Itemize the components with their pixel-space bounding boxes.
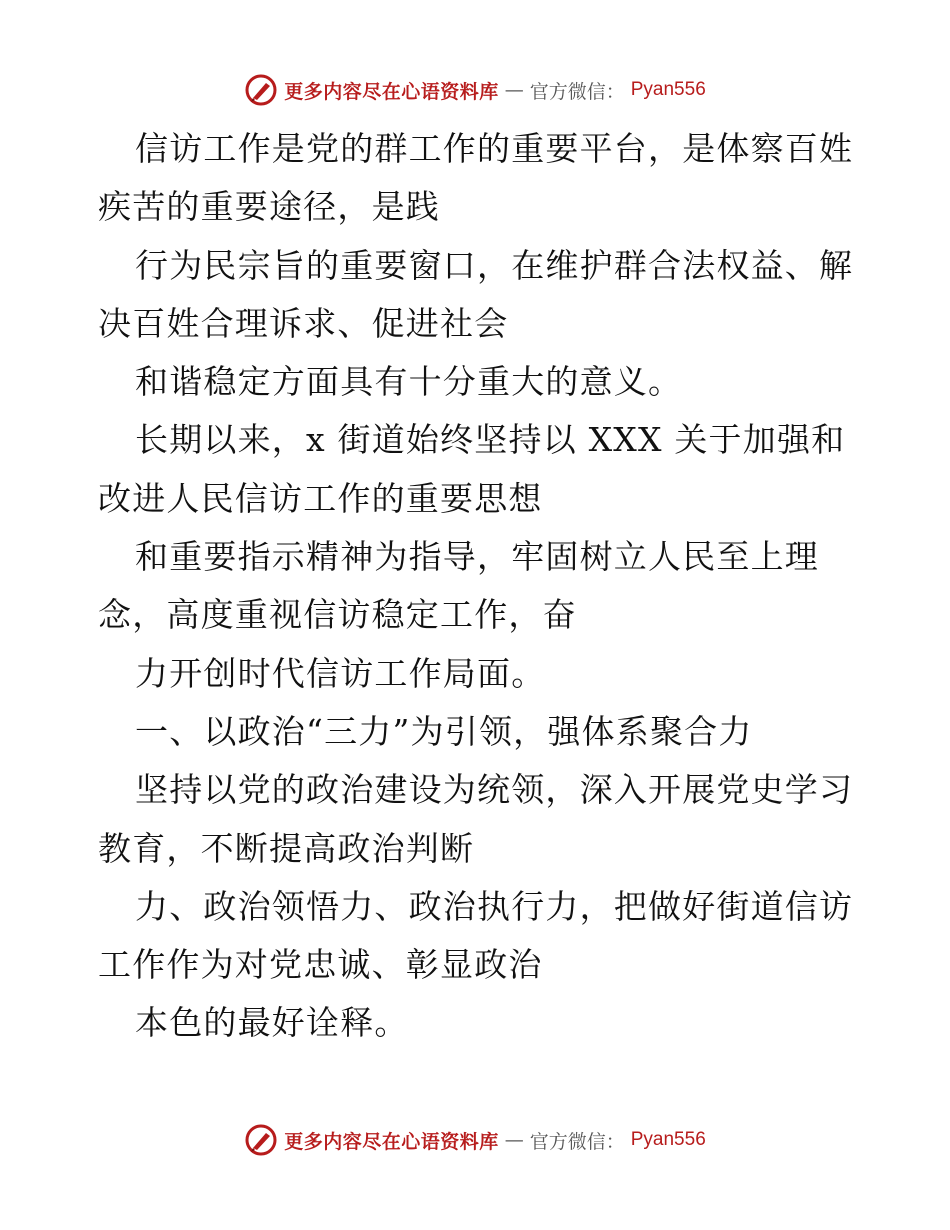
watermark-main-text: 更多内容尽在心语资料库 xyxy=(284,1130,499,1153)
paragraph: 行为民宗旨的重要窗口，在维护群合法权益、解决百姓合理诉求、促进社会 xyxy=(98,245,854,343)
paragraph: 长期以来，x 街道始终坚持以 XXX 关于加强和改进人民信访工作的重要思想 xyxy=(98,420,846,518)
section-heading: 一、以政治“三力”为引领，强体系聚合力 xyxy=(135,711,753,751)
paragraph: 力、政治领悟力、政治执行力，把做好街道信访工作作为对党忠诚、彰显政治 xyxy=(98,886,854,985)
paragraph: 和重要指示精神为指导，牢固树立人民至上理念，高度重视信访稳定工作，奋 xyxy=(98,537,819,635)
paragraph: 本色的最好诠释。 xyxy=(135,1003,409,1043)
watermark-wechat-id: Pyan556 xyxy=(630,79,706,100)
footer-watermark xyxy=(0,1120,950,1160)
watermark-dash: — xyxy=(504,1129,524,1151)
document-body xyxy=(98,120,858,1053)
watermark-main-text: 更多内容尽在心语资料库 xyxy=(284,80,499,103)
header-watermark xyxy=(0,70,950,110)
paragraph: 力开创时代信访工作局面。 xyxy=(135,653,546,693)
watermark-dash: — xyxy=(504,79,524,101)
paragraph: 信访工作是党的群工作的重要平台，是体察百姓疾苦的重要途径，是践 xyxy=(98,129,854,227)
watermark-sub-text: 官方微信： xyxy=(529,80,625,103)
watermark-wechat-id: Pyan556 xyxy=(630,1129,706,1150)
paragraph: 坚持以党的政治建设为统领，深入开展党史学习教育，不断提高政治判断 xyxy=(98,770,854,868)
quill-pen-logo-icon xyxy=(244,1123,278,1157)
paragraph: 和谐稳定方面具有十分重大的意义。 xyxy=(135,362,683,402)
watermark-sub-text: 官方微信： xyxy=(529,1130,625,1153)
quill-pen-logo-icon xyxy=(244,73,278,107)
